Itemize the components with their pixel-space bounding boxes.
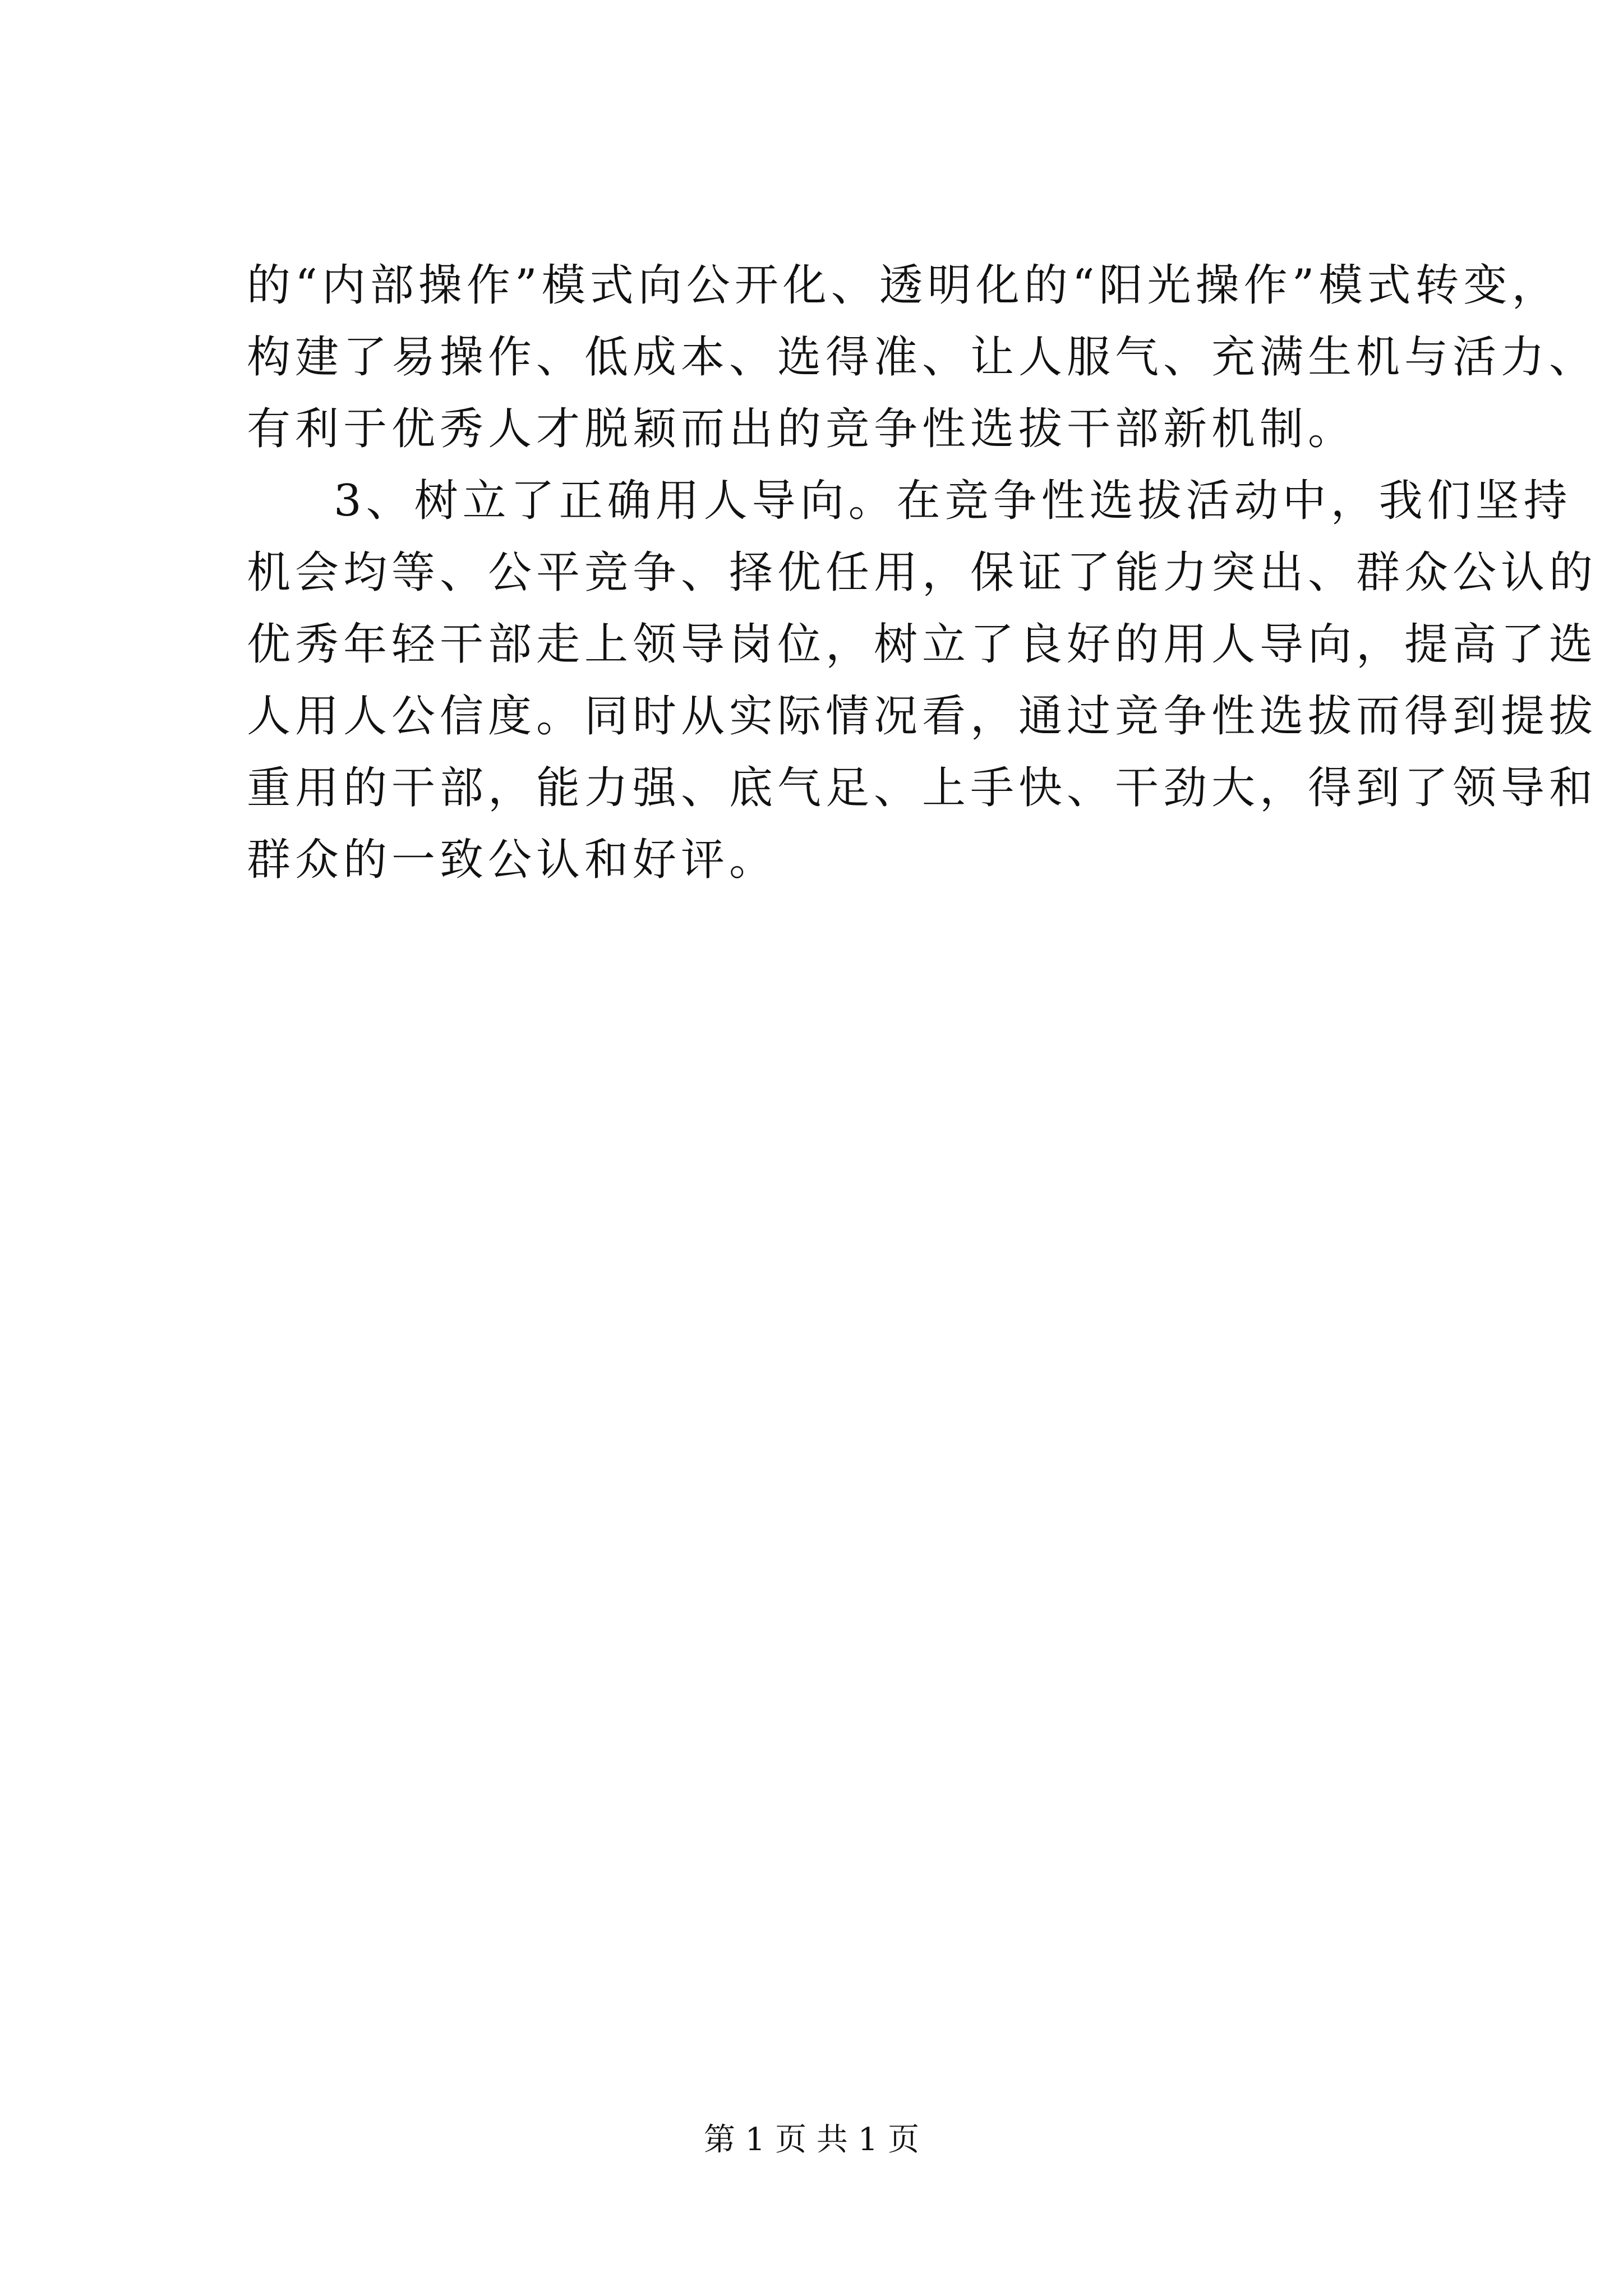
page-footer [0,2120,1623,2160]
text-line: 优秀年轻干部走上领导岗位，树立了良好的用人导向，提高了选 [247,619,1598,670]
text-line: 构建了易操作、低成本、选得准、让人服气、充满生机与活力、 [247,332,1598,383]
text-line: 的“内部操作”模式向公开化、透明化的“阳光操作”模式转变， [247,260,1560,311]
text-line: 机会均等、公平竞争、择优任用，保证了能力突出、群众公认的 [247,547,1598,598]
text-line: 群众的一致公认和好评。 [247,835,778,885]
body-text [247,250,1598,896]
text-line: 人用人公信度。同时从实际情况看，通过竞争性选拔而得到提拔 [247,691,1598,742]
page-number-label: 第 1 页 共 1 页 [703,2122,920,2158]
text-line-indented: 3、树立了正确用人导向。在竞争性选拔活动中，我们坚持 [334,476,1572,526]
text-line: 重用的干部，能力强、底气足、上手快、干劲大，得到了领导和 [247,763,1598,813]
text-line: 有利于优秀人才脱颖而出的竞争性选拔干部新机制。 [247,404,1357,454]
